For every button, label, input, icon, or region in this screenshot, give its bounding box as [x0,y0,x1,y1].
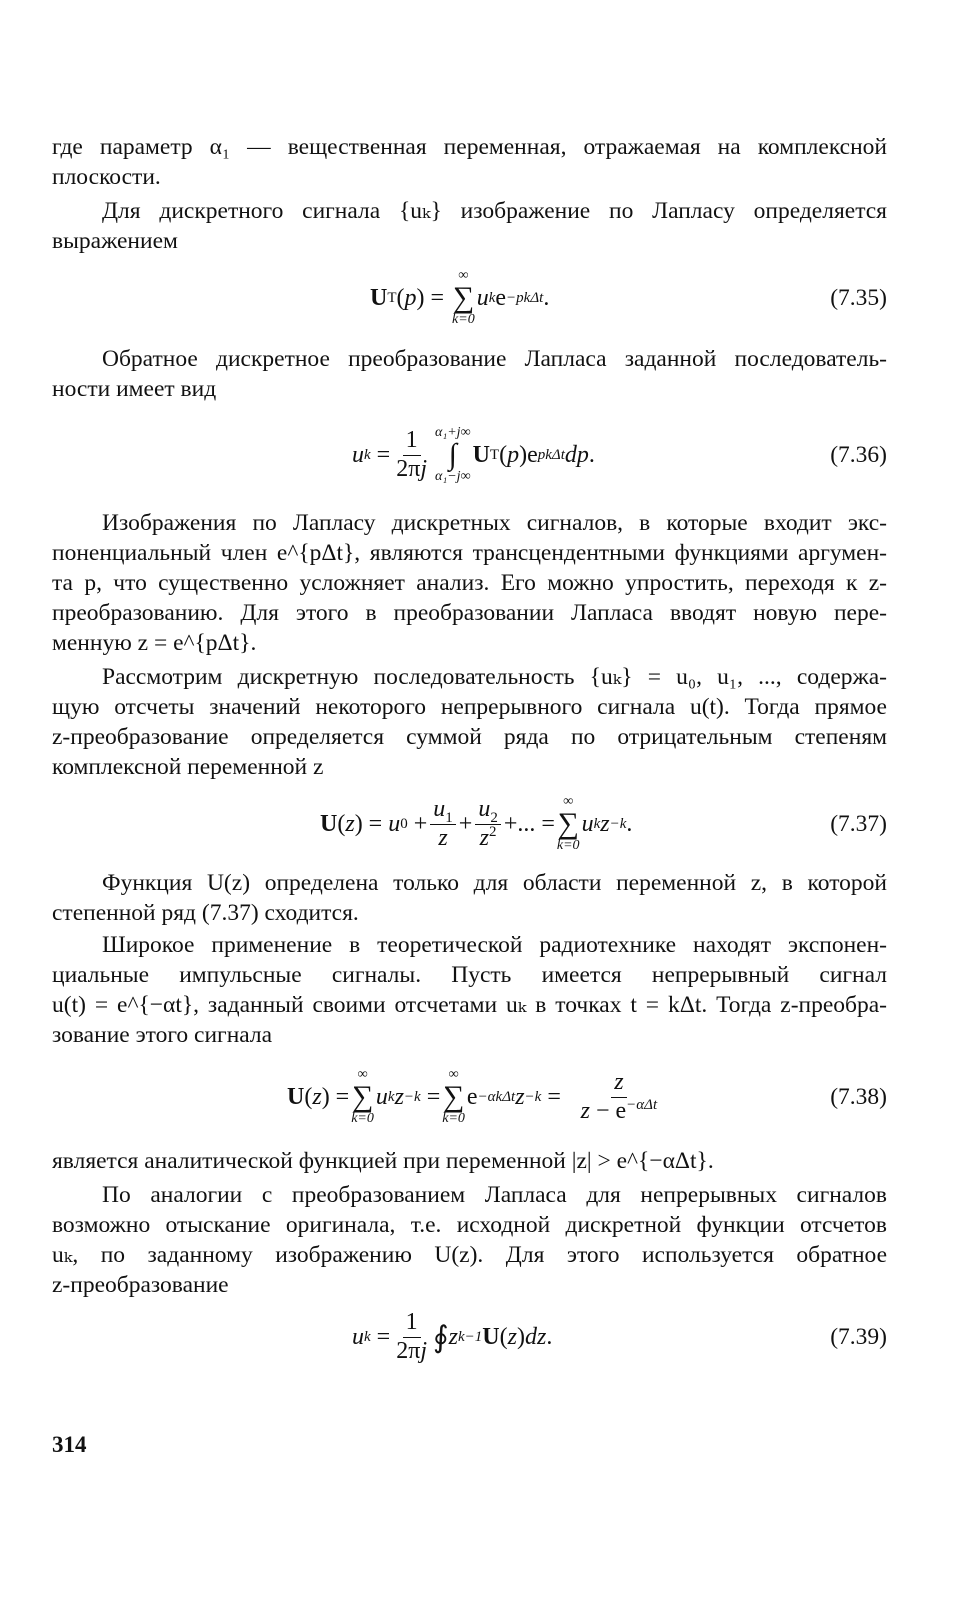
text-line: где параметр α₁ — вещественная переменная, отражаемая на комплексной [52,134,887,160]
text-line: та p, что существенно усложняет анализ. Его можно упростить, переходя к z- [52,570,887,596]
equation-7-39 [52,1300,887,1374]
text-line: z-преобразование определяется суммой ряда по отрицательным степеням [52,724,887,750]
text-line: циальные импульсные сигналы. Пусть имеется непрерывный сигнал [52,962,887,988]
text-line: менную z = e^{pΔt}. [52,630,257,656]
formula: u k = $\frac{1}{2\pi j}$ ∮ z k−1 U ( z ) dz . [352,1309,553,1364]
equation-7-35 [52,258,887,338]
paragraph-7 [52,930,887,1050]
text-line: комплексной переменной z [52,754,324,780]
equation-7-38 [52,1058,887,1136]
formula: U ( z ) = u 0 + $\frac{u_1}{z}$ + $\frac{u_2}{z^2}$ +... = ∞ ∑ k=0 u k z −k . [320,794,633,853]
formula: u k = $\frac{1}{2\pi j}$ α₁+j∞ ∫ α₁−j∞ U T ( p )e pkΔt dp . [352,425,595,484]
text-line: преобразованию. Для этого в преобразовании Лапласа вводят новую пере- [52,600,887,626]
formula: U T ( p ) = ∞ ∑ k=0 u k e −pkΔt . [370,268,550,327]
paragraph-8 [52,1146,887,1176]
text-line: зование этого сигнала [52,1022,273,1048]
equation-7-37 [52,786,887,862]
text-line: является аналитической функцией при переменной |z| > e^{−αΔt}. [52,1148,714,1174]
equation-number: (7.35) [830,284,887,311]
paragraph-9 [52,1180,887,1300]
page-number: 314 [52,1432,87,1457]
text-line: uₖ, по заданному изображению U(z). Для этого используется обратное [52,1242,887,1268]
equation-number: (7.37) [830,810,887,837]
paragraph-4 [52,508,887,658]
text-line: ности имеет вид [52,376,217,402]
text-line: выражением [52,228,178,254]
text-line: По аналогии с преобразованием Лапласа для непрерывных сигналов [102,1182,887,1208]
formula: U ( z ) = ∞ ∑ k=0 u k z −k = ∞ ∑ k=0 e −αkΔt z −k = $\frac{z}{z - e^{-\alpha\Delta t}}$ [287,1067,658,1126]
text-line: Обратное дискретное преобразование Лапласа заданной последователь- [102,346,887,372]
text-line: поненциальный член e^{pΔt}, являются трансцендентными функциями аргумен- [52,540,887,566]
text-line: Широкое применение в теоретической радиотехнике находят экспонен- [102,932,887,958]
text-line: возможно отыскание оригинала, т.е. исходной дискретной функции отсчетов [52,1212,887,1238]
text-line: плоскости. [52,164,161,190]
text-line: Для дискретного сигнала {uₖ} изображение по Лапласу определяется [102,198,887,224]
text-line: Изображения по Лапласу дискретных сигналов, в которые входит экс- [102,510,887,536]
paragraph-1 [52,132,887,192]
text-line: Функция U(z) определена только для области переменной z, в которой [102,870,887,896]
equation-7-36 [52,412,887,498]
paragraph-6 [52,868,887,928]
equation-number: (7.39) [830,1323,887,1350]
text-line: z-преобразование [52,1272,229,1298]
equation-number: (7.36) [830,441,887,468]
text-line: степенной ряд (7.37) сходится. [52,900,359,926]
paragraph-2 [52,196,887,256]
text-line: щую отсчеты значений некоторого непрерывного сигнала u(t). Тогда прямое [52,694,887,720]
text-line: Рассмотрим дискретную последовательность {uₖ} = u₀, u₁, ..., содержа- [102,664,887,690]
paragraph-5 [52,662,887,782]
text-line: u(t) = e^{−αt}, заданный своими отсчетами uₖ в точках t = kΔt. Тогда z-преобра- [52,992,887,1018]
equation-number: (7.38) [830,1083,887,1110]
paragraph-3 [52,344,887,404]
